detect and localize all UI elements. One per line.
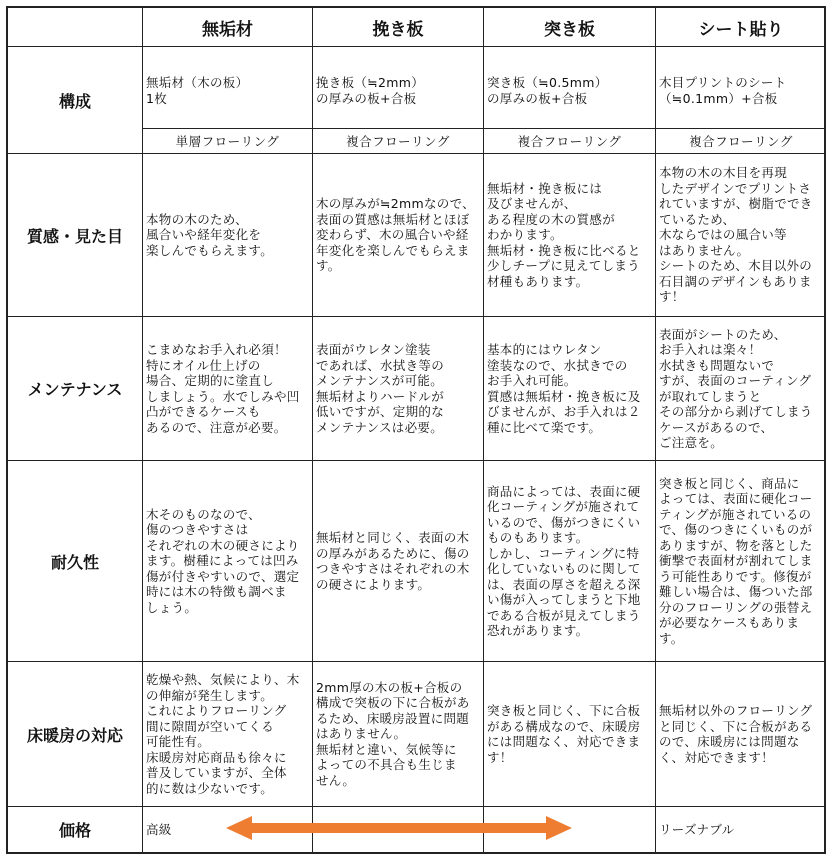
- price-high-label: 高級: [146, 821, 172, 837]
- structure-type-tsukiita: 複合フローリング: [517, 134, 622, 149]
- floor-heating-cell-hikiita: 2mm厚の木の板+合板の 構成で突板の下に合板があ るため、床暖房設置に問題 はありません。 無垢材と違い、気候等に よっての不具合も生じま せん。: [316, 679, 470, 788]
- row-label-durability: 耐久性: [50, 552, 99, 572]
- structure-type-sheet: 複合フローリング: [689, 134, 793, 149]
- durability-cell-hikiita: 無垢材と同じく、表面の木 の厚みがあるために、傷の つきやすさはそれぞれの木 の硬さによります。: [316, 530, 470, 592]
- header-tsukiita: 突き板: [544, 19, 595, 40]
- texture-cell-sheet: 本物の木の木目を再現 したデザインでプリントさ れていますが、樹脂ででき ているため、 木ならではの風合い等 はありません。 シートのため、木目以外の 石目調のデザインもありま す！: [659, 165, 813, 305]
- structure-type-muku: 単層フローリング: [175, 134, 280, 149]
- texture-cell-tsukiita: 無垢材・挽き板には 及びませんが、 ある程度の木の質感が わかります。 無垢材・挽き板に比べると 少しチープに見えてしまう 材種もあります。: [487, 180, 641, 289]
- durability-cell-tsukiita: 商品によっては、表面に硬 化コーティングが施されて いるので、傷がつきにくい ものもあります。 しかし、コーティングに特 化していないものに関して は、表面の厚さを超える深 い傷が入ってしまうと下地 である合板が見えてしまう 恐れがあります。: [487, 483, 641, 638]
- row-label-structure: 構成: [58, 91, 91, 111]
- header-muku: 無垢材: [202, 19, 253, 40]
- texture-cell-hikiita: 木の厚みが≒2mmなので、 表面の質感は無垢材とほぼ 変わらず、木の風合いや経 年変化を楽しんでもらえま す。: [316, 196, 475, 274]
- row-label-texture: 質感・見た目: [26, 226, 123, 246]
- floor-heating-cell-tsukiita: 突き板と同じく、下に合板 がある構成なので、床暖房 には問題なく、対応できま す！: [487, 703, 641, 765]
- header-sheet: シート貼り: [698, 19, 784, 40]
- structure-cell-hikiita: 挽き板（≒2mm） の厚みの板+合板: [316, 75, 424, 106]
- price-arrow-shape: [226, 816, 572, 840]
- comparison-table: [6, 6, 826, 854]
- structure-cell-tsukiita: 突き板（≒0.5mm） の厚みの板+合板: [487, 75, 608, 106]
- durability-cell-muku: 木そのものなので、 傷のつきやすさは それぞれの木の硬さにより ます。樹種によっては凹み 傷が付きやすいので、選定 時には木の特徴も調べま しょう。: [146, 506, 300, 615]
- row-label-price: 価格: [58, 821, 91, 840]
- texture-cell-muku: 本物の木のため、 風合いや経年変化を 楽しんでもらえます。: [146, 211, 274, 258]
- structure-cell-sheet: 木目プリントのシート （≒0.1mm）+合板: [659, 75, 787, 106]
- maintenance-cell-sheet: 表面がシートのため、 お手入れは楽々！ 水拭きも問題ないで すが、表面のコーティング が取れてしまうと その部分から剥げてしまう ケースがあるので、 ご注意を。: [659, 326, 813, 450]
- durability-cell-sheet: 突き板と同じく、商品に よっては、表面に硬化コー ティングが施されているの で、傷のつきにくいものが ありますが、物を落とした 衝撃で表面材が割れてしま う可能性ありです。修復が 難しい場合は、傷ついた部 分のフローリングの張替え が必要なケースもありま す。: [659, 475, 813, 646]
- row-label-maintenance: メンテナンス: [27, 380, 123, 399]
- maintenance-cell-hikiita: 表面がウレタン塗装 であれば、水拭き等の メンテナンスが可能。 無垢材よりハードルが 低いですが、定期的な メンテナンスは必要。: [316, 342, 445, 435]
- structure-type-hikiita: 複合フローリング: [346, 134, 450, 149]
- floor-heating-cell-sheet: 無垢材以外のフローリング と同じく、下に合板がある ので、床暖房には問題な く、対応できます！: [659, 703, 813, 765]
- maintenance-cell-muku: こまめなお手入れ必須！ 特にオイル仕上げの 場合、定期的に塗直し しましょう。水でしみや凹 凸ができるケースも あるので、注意が必要。: [146, 342, 300, 435]
- structure-cell-muku: 無垢材（木の板） 1枚: [146, 75, 249, 106]
- row-label-floor-heating: 床暖房の対応: [26, 725, 123, 745]
- price-range-double-arrow-icon: [226, 816, 572, 840]
- header-hikiita: 挽き板: [372, 19, 424, 40]
- floor-heating-cell-muku: 乾燥や熱、気候により、木 の伸縮が発生します。 これによりフローリング 間に隙間が空いてくる 可能性有。 床暖房対応商品も徐々に 普及していますが、全体 的に数は少ないです。: [146, 672, 300, 796]
- price-low-label: リーズナブル: [659, 821, 735, 837]
- maintenance-cell-tsukiita: 基本的にはウレタン 塗装なので、水拭きでの お手入れ可能。 質感は無垢材・挽き板に及 びませんが、お手入れは２ 種に比べて楽です。: [487, 342, 641, 435]
